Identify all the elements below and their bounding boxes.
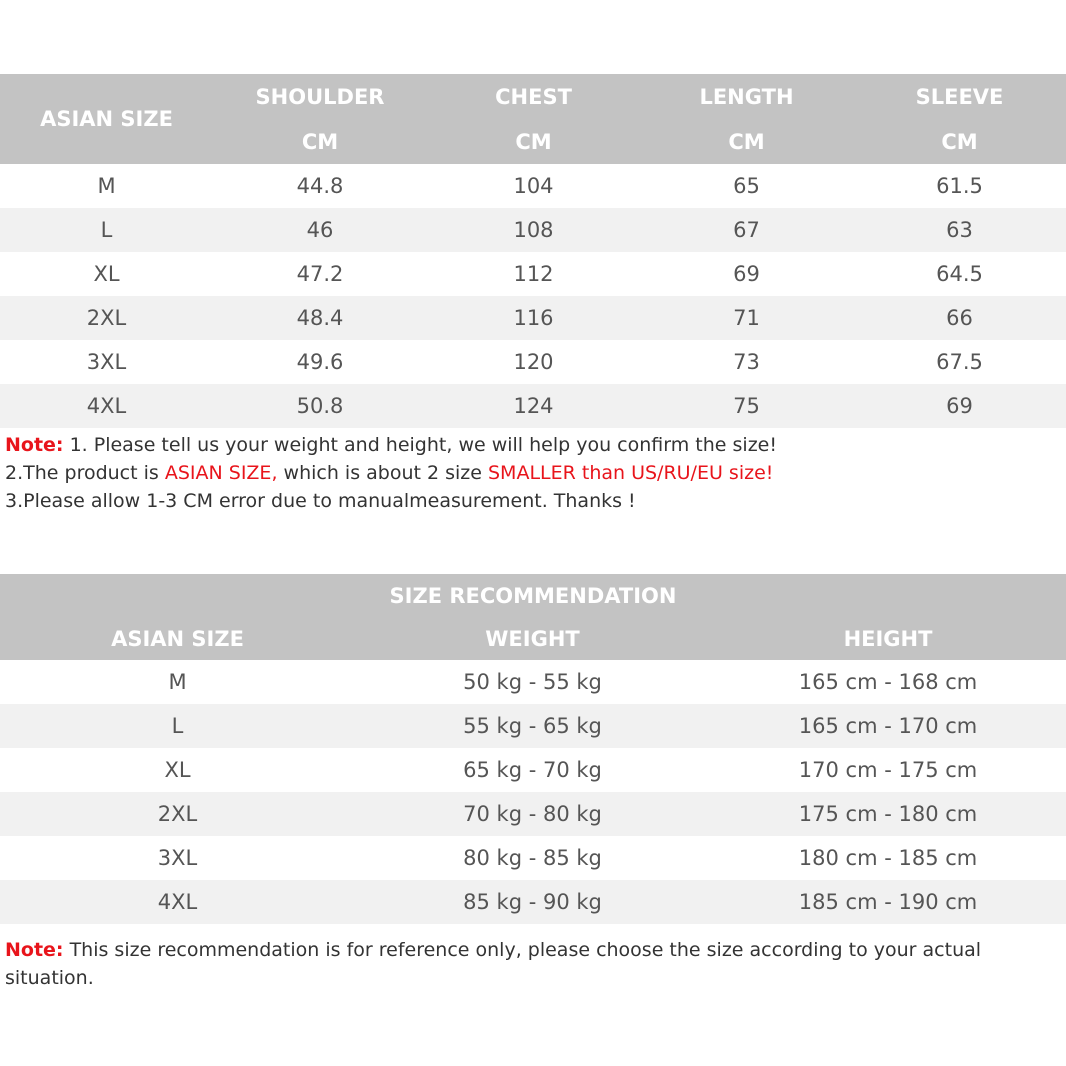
cell-weight: 70 kg - 80 kg xyxy=(355,792,710,836)
cell-length: 75 xyxy=(640,384,853,428)
cell-size: 3XL xyxy=(86,350,127,374)
note-text-2a: 2.The product is xyxy=(5,462,165,484)
cell-size: L xyxy=(0,704,355,748)
cell-chest: 112 xyxy=(513,262,554,286)
cell-chest: 120 xyxy=(513,350,554,374)
cell-sleeve: 61.5 xyxy=(936,174,983,198)
header-height: HEIGHT xyxy=(710,617,1066,660)
note-line-1 xyxy=(5,431,777,459)
cell-chest: 124 xyxy=(427,384,640,428)
note-smaller: SMALLER than US/RU/EU size xyxy=(488,462,766,484)
cell-shoulder: 50.8 xyxy=(213,384,427,428)
table-row xyxy=(0,384,1066,428)
recommendation-header-row xyxy=(0,617,1066,660)
table-row xyxy=(0,164,1066,208)
recommendation-title: SIZE RECOMMENDATION xyxy=(0,574,1066,617)
cell-shoulder: 49.6 xyxy=(296,350,344,374)
note-text-3: 3.Please allow 1-3 CM error due to manualmeasurement. Thanks ! xyxy=(5,490,636,512)
table-row xyxy=(0,836,1066,880)
cell-height: 175 cm - 180 cm xyxy=(710,792,1066,836)
table-row xyxy=(0,792,1066,836)
size-recommendation-table xyxy=(0,574,1066,924)
bottom-note-line-1 xyxy=(5,936,981,964)
cell-length: 71 xyxy=(640,296,853,340)
table-row xyxy=(0,660,1066,704)
header-sleeve: SLEEVE xyxy=(853,74,1066,119)
note-label: Note: xyxy=(5,434,64,456)
table-row xyxy=(0,704,1066,748)
cell-weight: 50 kg - 55 kg xyxy=(463,670,602,694)
cell-chest: 116 xyxy=(427,296,640,340)
cell-sleeve: 64.5 xyxy=(936,262,983,286)
table-row xyxy=(0,296,1066,340)
cell-length: 65 xyxy=(733,174,760,198)
note-text-1: 1. Please tell us your weight and height, we will help you confirm the size! xyxy=(63,434,777,456)
cell-shoulder: 44.8 xyxy=(296,174,344,198)
table-row xyxy=(0,880,1066,924)
size-chart-table xyxy=(0,74,1066,428)
header-asian-size: ASIAN SIZE xyxy=(0,617,355,660)
note-text-2e: ! xyxy=(765,462,774,484)
bottom-note-line-2 xyxy=(5,964,94,992)
table-row xyxy=(0,340,1066,384)
recommendation-title-row xyxy=(0,574,1066,617)
table-row xyxy=(0,748,1066,792)
size-chart-header-row xyxy=(0,74,1066,119)
table-row xyxy=(0,252,1066,296)
cell-weight: 85 kg - 90 kg xyxy=(355,880,710,924)
note-line-2 xyxy=(5,459,773,487)
cell-size: 2XL xyxy=(0,792,355,836)
unit-sleeve: CM xyxy=(853,119,1066,164)
cell-sleeve: 69 xyxy=(853,384,1066,428)
header-weight: WEIGHT xyxy=(355,617,710,660)
cell-shoulder: 48.4 xyxy=(213,296,427,340)
cell-length: 67 xyxy=(640,208,853,252)
cell-height: 185 cm - 190 cm xyxy=(710,880,1066,924)
cell-chest: 104 xyxy=(513,174,554,198)
cell-weight: 80 kg - 85 kg xyxy=(463,846,602,870)
bottom-note-text-2: situation. xyxy=(5,967,94,989)
note-line-3 xyxy=(5,487,636,515)
cell-size: M xyxy=(97,174,116,198)
cell-shoulder: 46 xyxy=(213,208,427,252)
cell-shoulder: 47.2 xyxy=(296,262,344,286)
cell-size: M xyxy=(168,670,187,694)
cell-sleeve: 67.5 xyxy=(936,350,983,374)
bottom-note-text-1: This size recommendation is for reference only, please choose the size according to your actual xyxy=(63,939,982,961)
cell-height: 165 cm - 170 cm xyxy=(710,704,1066,748)
cell-height: 180 cm - 185 cm xyxy=(798,846,978,870)
unit-length: CM xyxy=(640,119,853,164)
cell-chest: 108 xyxy=(427,208,640,252)
cell-height: 165 cm - 168 cm xyxy=(798,670,978,694)
header-shoulder: SHOULDER xyxy=(213,74,427,119)
cell-sleeve: 63 xyxy=(853,208,1066,252)
cell-size: XL xyxy=(164,758,191,782)
cell-size: 4XL xyxy=(0,880,355,924)
cell-size: 3XL xyxy=(157,846,198,870)
cell-size: XL xyxy=(93,262,120,286)
header-asian-size: ASIAN SIZE xyxy=(0,74,213,164)
note-asian-size: ASIAN SIZE, xyxy=(164,462,278,484)
cell-size: 4XL xyxy=(0,384,213,428)
note-label: Note: xyxy=(5,939,64,961)
cell-sleeve: 66 xyxy=(853,296,1066,340)
cell-size: L xyxy=(0,208,213,252)
note-text-2c: which is about 2 size xyxy=(277,462,488,484)
unit-shoulder: CM xyxy=(213,119,427,164)
cell-weight: 65 kg - 70 kg xyxy=(463,758,602,782)
cell-size: 2XL xyxy=(0,296,213,340)
table-row xyxy=(0,208,1066,252)
cell-length: 69 xyxy=(733,262,760,286)
header-length: LENGTH xyxy=(640,74,853,119)
unit-chest: CM xyxy=(427,119,640,164)
cell-length: 73 xyxy=(733,350,760,374)
header-chest: CHEST xyxy=(427,74,640,119)
cell-height: 170 cm - 175 cm xyxy=(798,758,978,782)
cell-weight: 55 kg - 65 kg xyxy=(355,704,710,748)
